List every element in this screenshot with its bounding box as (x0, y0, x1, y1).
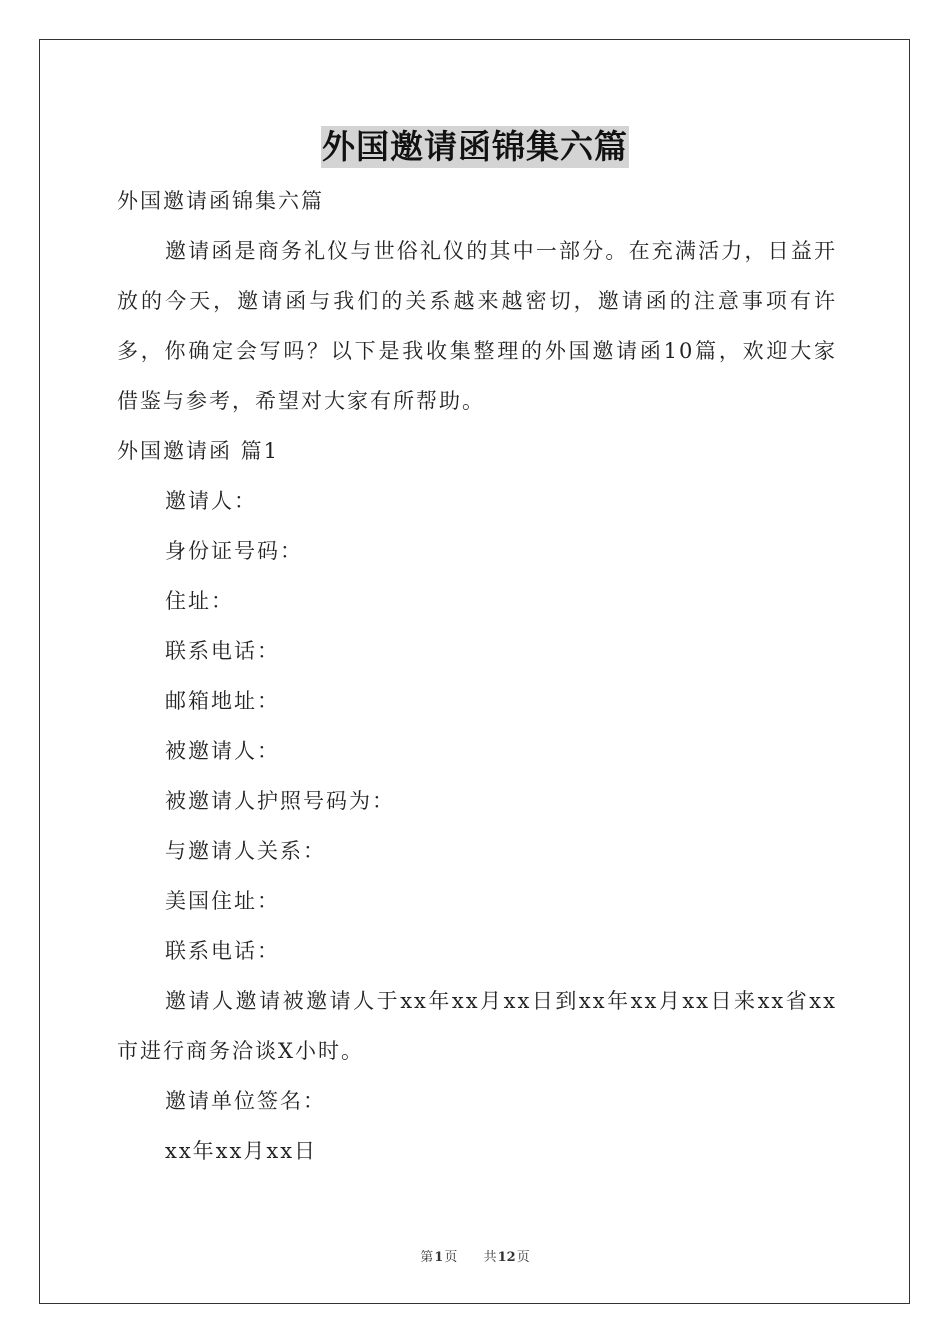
signature-line: 邀请单位签名： (165, 1089, 326, 1113)
invitation-body: 邀请人邀请被邀请人于xx年xx月xx日到xx年xx月xx日来xx省xx市进行商务洽谈X小时。 (117, 989, 837, 1063)
document-title: 外国邀请函锦集六篇 (322, 127, 628, 166)
total-pages: 12 (497, 1250, 516, 1265)
page-suffix: 页 (444, 1250, 458, 1265)
document-body (117, 176, 837, 1176)
field-passport: 被邀请人护照号码为： (165, 789, 395, 813)
section-heading: 外国邀请函 篇1 (117, 439, 280, 463)
intro-paragraph: 邀请函是商务礼仪与世俗礼仪的其中一部分。在充满活力，日益开放的今天，邀请函与我们的关系越来越密切，邀请函的注意事项有许多，你确定会写吗？以下是我收集整理的外国邀请函10篇，欢迎大家借鉴与参考，希望对大家有所帮助。 (117, 239, 837, 413)
total-prefix: 共 (483, 1250, 497, 1265)
title-container (0, 126, 950, 168)
field-us-address: 美国住址： (165, 889, 280, 913)
date-line: xx年xx月xx日 (165, 1139, 318, 1163)
field-address: 住址： (165, 589, 234, 613)
field-invitee: 被邀请人： (165, 739, 280, 763)
field-phone: 联系电话： (165, 639, 280, 663)
document-subtitle: 外国邀请函锦集六篇 (117, 189, 324, 213)
page-footer (0, 1246, 950, 1265)
page-number: 1 (434, 1250, 444, 1265)
field-inviter: 邀请人： (165, 489, 257, 513)
field-email: 邮箱地址： (165, 689, 280, 713)
field-id-number: 身份证号码： (165, 539, 303, 563)
page-prefix: 第 (420, 1250, 434, 1265)
field-relationship: 与邀请人关系： (165, 839, 326, 863)
total-suffix: 页 (516, 1250, 530, 1265)
field-phone-2: 联系电话： (165, 939, 280, 963)
